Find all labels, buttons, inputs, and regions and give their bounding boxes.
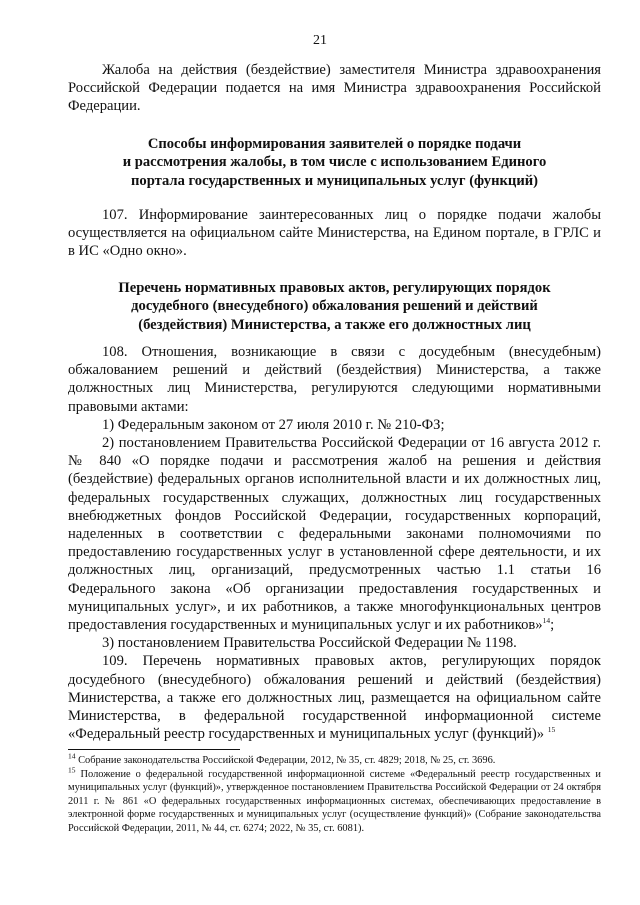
footnote-text: Положение о федеральной государственной информационной системе «Федеральный реестр государственных и муниципальных услуг (функций)», утвержденное постановлением Правительства Российской Федерации от 24 октября 2011 г. № 861 «О федеральных государственных информационных системах, обеспечивающих предоставление в электронной форме государственных и муниципальных услуг (осуществление функций)» (Собрание законодательства Российской Федерации, 2011, № 44, ст. 6274; 2022, № 35, ст. 6081). (68, 768, 601, 834)
heading-normative-acts (78, 279, 591, 334)
list-item-1: 1) Федеральным законом от 27 июля 2010 г. № 210-ФЗ; (102, 416, 445, 433)
heading-line: и рассмотрения жалобы, в том числе с использованием Единого (122, 154, 547, 171)
section-107 (68, 206, 601, 261)
paragraph-107: 107. Информирование заинтересованных лиц о порядке подачи жалобы осуществляется на официальном сайте Министерства, на Едином портале, в ГРЛС и в ИС «Одно окно». (68, 207, 601, 260)
intro-paragraph: Жалоба на действия (бездействие) заместителя Министра здравоохранения Российской Федерации подается на имя Министра здравоохранения Российской Федерации. (68, 62, 601, 115)
heading-line: портала государственных и муниципальных услуг (функций) (130, 172, 538, 189)
footnote-mark: 15 (68, 765, 76, 775)
paragraph-109-text: 109. Перечень нормативных правовых актов, регулирующих порядок досудебного (внесудебного) обжалования решений и действий (бездействия) Министерства, а также его должностных лиц, размещается на официальном сайте Министерства, в федеральной государственной информационной системе «Федеральный реестр государственных и муниципальных услуг (функций)» (68, 653, 601, 743)
section-108-109 (68, 343, 601, 743)
footnote-mark: 14 (68, 751, 76, 761)
footnote-ref-14: 14 (542, 616, 551, 626)
list-item-2 (68, 434, 601, 634)
footnote-15 (68, 765, 601, 836)
paragraph-108: 108. Отношения, возникающие в связи с досудебным (внесудебным) обжалованием решений и действий (бездействия) Министерства, а также должностных лиц Министерства, регулируются следующими нормативными правовыми актами: (68, 344, 601, 415)
footnotes (68, 751, 601, 836)
heading-line: Способы информирования заявителей о порядке подачи (147, 136, 522, 152)
footnote-divider (68, 749, 240, 750)
list-item-2-text: 2) постановлением Правительства Российской Федерации от 16 августа 2012 г. № 840 «О порядке подачи и рассмотрения жалоб на решения и действия (бездействие) федеральных органов исполнительной власти и их должностных лиц, федеральных государственных служащих, должностных лиц государственных внебюджетных фондов Российской Федерации, государственных корпораций, наделенных в соответствии с федеральными законами полномочиями по предоставлению государственных услуг в установленной сфере деятельности, и их должностных лиц, организаций, предусмотренных частью 1.1 статьи 16 Федерального закона «Об организации предоставления государственных и муниципальных услуг», и их работников, а также многофункциональных центров предоставления государственных и муниципальных услуг и их работников» (68, 435, 601, 634)
heading-line: Перечень нормативных правовых актов, регулирующих порядок (118, 280, 551, 296)
footnote-14 (68, 751, 601, 768)
heading-informing-methods (78, 135, 591, 190)
list-item-3: 3) постановлением Правительства Российской Федерации № 1198. (102, 635, 517, 652)
intro-section (68, 61, 601, 116)
footnote-text: Собрание законодательства Российской Федерации, 2012, № 35, ст. 4829; 2018, № 25, ст. 3696. (75, 755, 496, 766)
heading-line: досудебного (внесудебного) обжалования решений и действий (131, 298, 538, 315)
list-item-2-end: ; (550, 617, 555, 634)
footnote-ref-15: 15 (547, 725, 556, 735)
page-number: 21 (313, 33, 327, 48)
paragraph-109 (68, 652, 601, 743)
heading-line: (бездействия) Министерства, а также его должностных лиц (138, 316, 531, 333)
